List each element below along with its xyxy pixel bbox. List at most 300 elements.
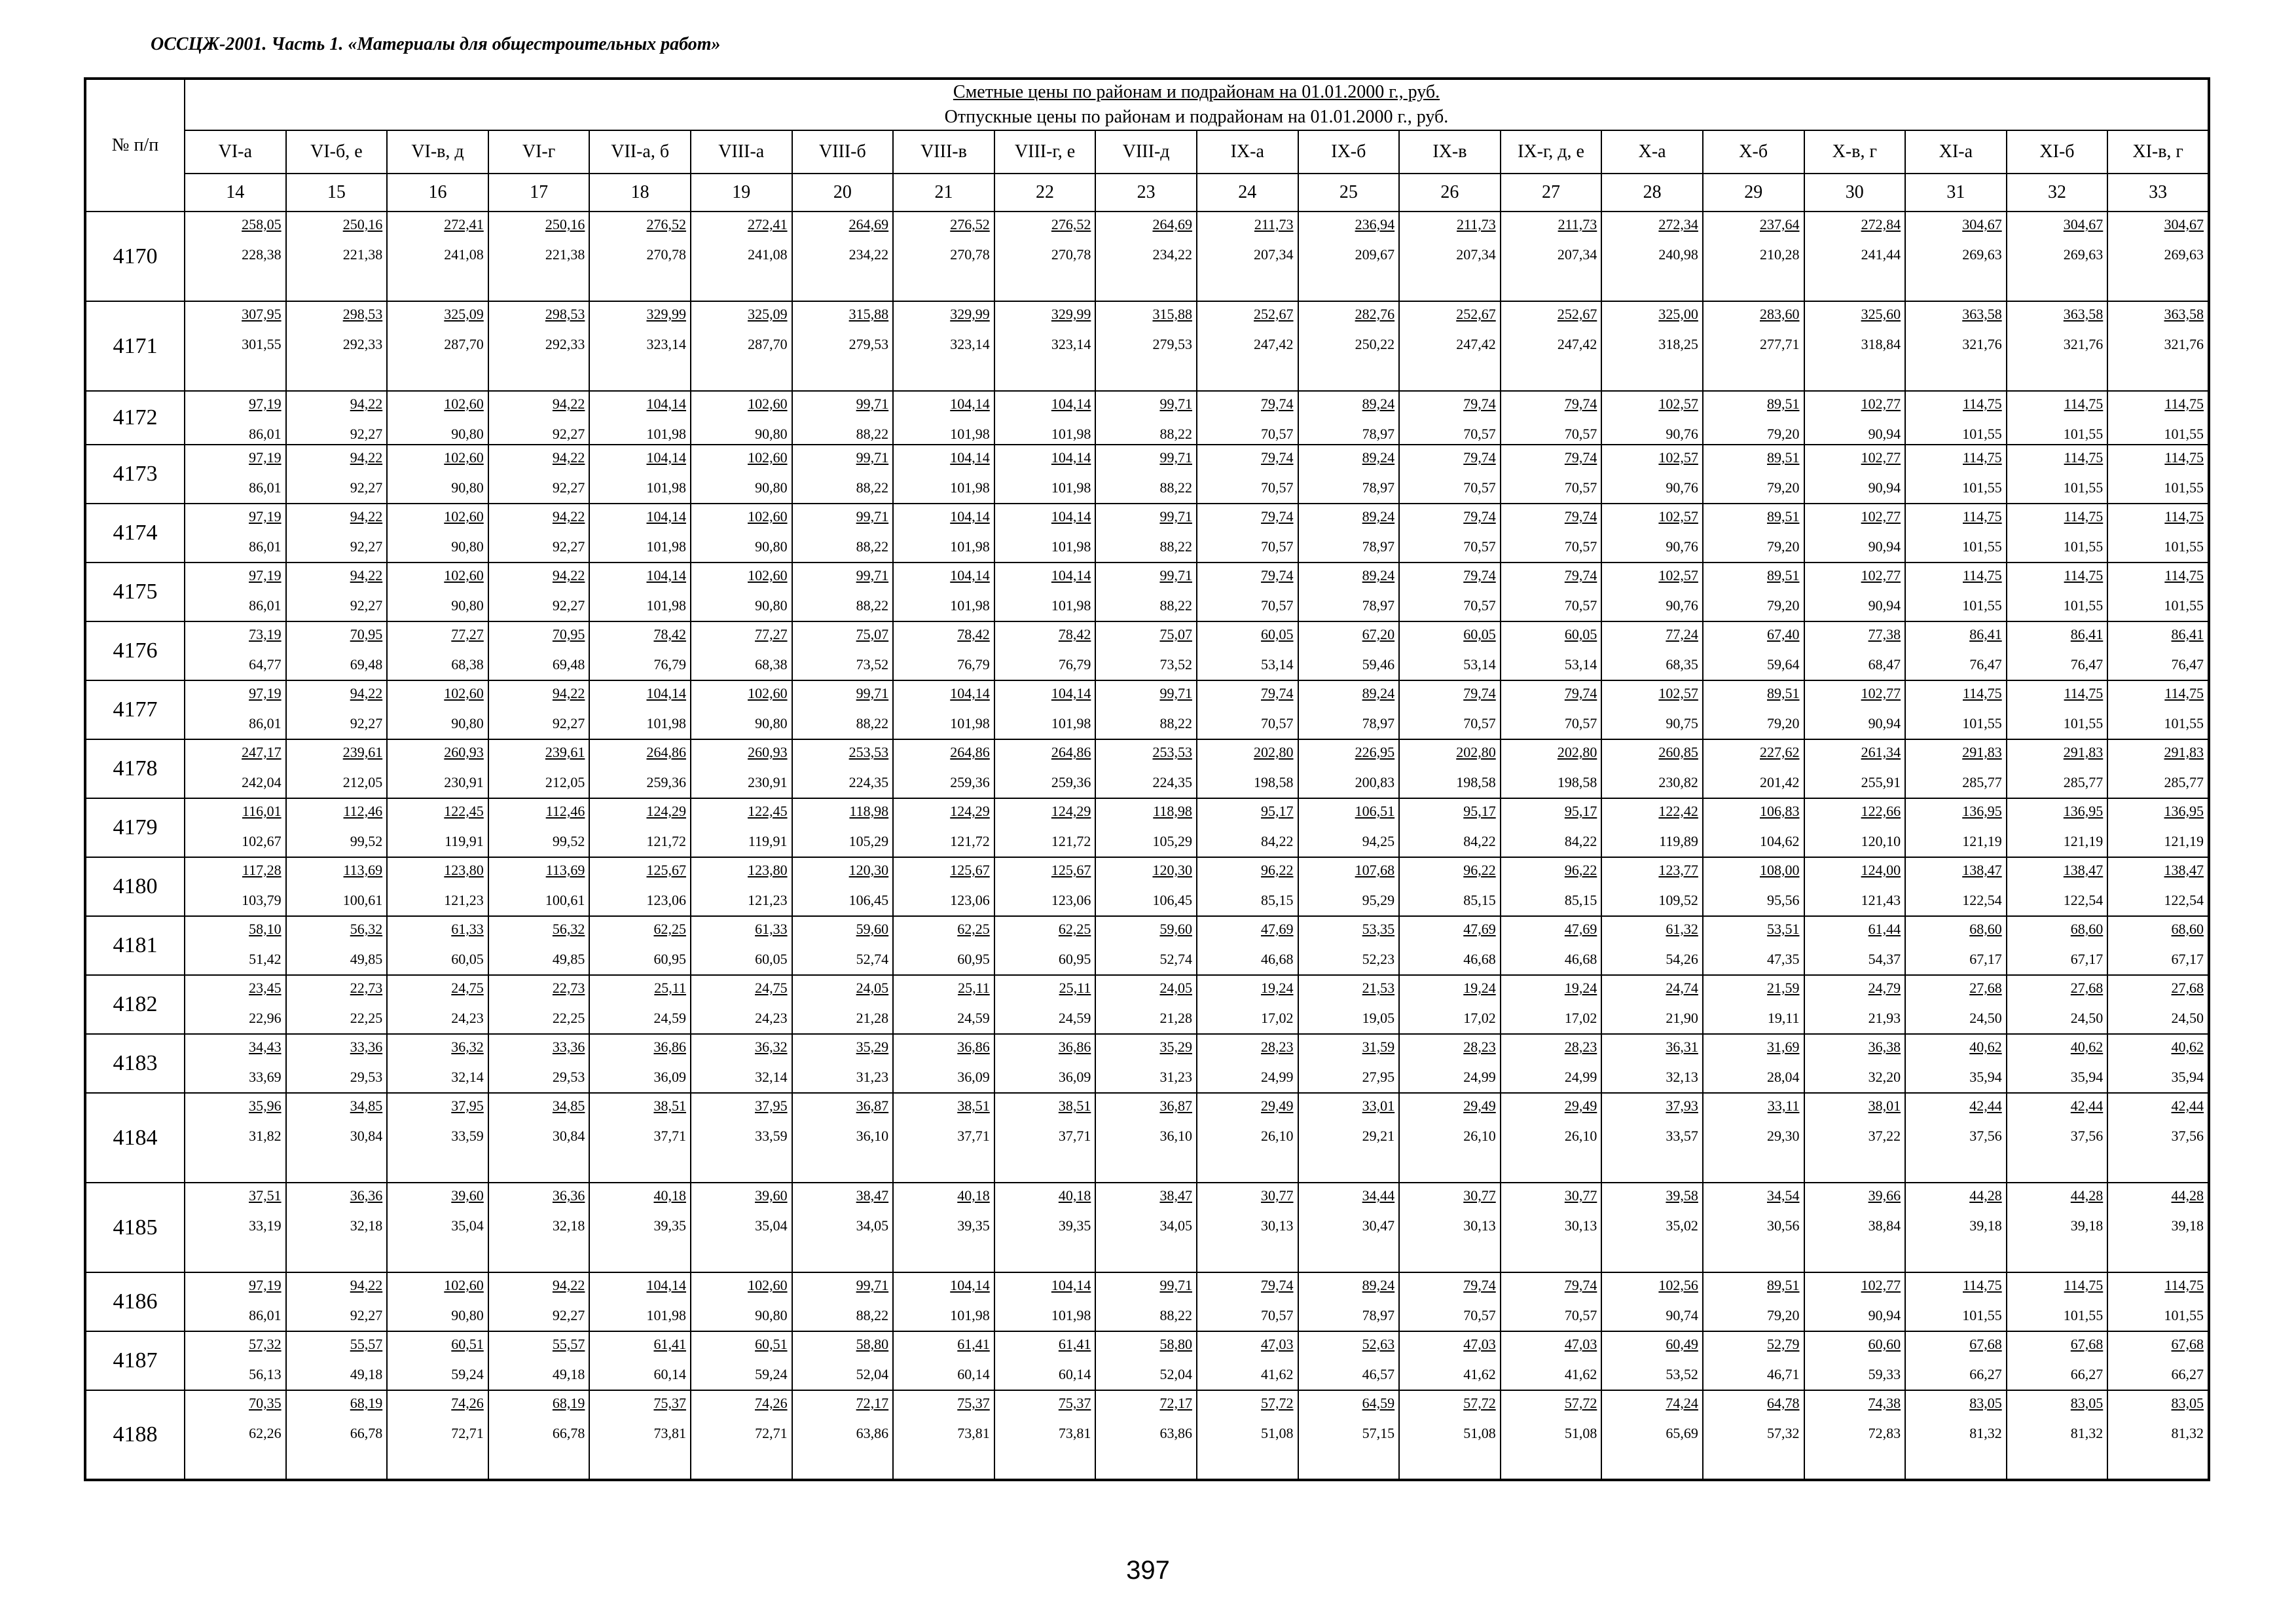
estimated-price: 104,14: [1051, 685, 1091, 701]
estimated-price: 64,59: [1362, 1395, 1395, 1411]
release-price: 36,09: [957, 1069, 990, 1085]
estimated-price: 83,05: [1969, 1395, 2002, 1411]
estimated-price: 42,44: [2171, 1098, 2204, 1114]
price-cell: [994, 504, 1096, 563]
estimated-price: 34,44: [1362, 1187, 1395, 1204]
estimated-price: 44,28: [2171, 1187, 2204, 1204]
release-price: 26,10: [1261, 1128, 1294, 1144]
estimated-price: 250,16: [545, 216, 585, 232]
estimated-price: 75,37: [1058, 1395, 1091, 1411]
estimated-price: 75,07: [856, 626, 889, 642]
release-price: 31,23: [856, 1069, 889, 1085]
price-cell: [1399, 1272, 1501, 1331]
release-price: 109,52: [1658, 892, 1698, 908]
release-price: 224,35: [848, 774, 889, 790]
estimated-price: 31,69: [1767, 1039, 1800, 1055]
price-cell: [2107, 1331, 2209, 1390]
price-cell: [387, 563, 488, 621]
price-cell: [1905, 1390, 2007, 1480]
estimated-price: 89,51: [1767, 567, 1800, 583]
release-price: 259,36: [646, 774, 686, 790]
release-price: 60,14: [957, 1366, 990, 1382]
estimated-price: 272,41: [444, 216, 484, 232]
estimated-price: 25,11: [958, 980, 990, 996]
release-price: 59,24: [755, 1366, 788, 1382]
estimated-price: 22,73: [552, 980, 585, 996]
release-price: 90,80: [451, 1307, 484, 1323]
estimated-price: 94,22: [350, 449, 383, 466]
price-cell: [488, 857, 590, 916]
price-cell: [387, 391, 488, 445]
estimated-price: 27,68: [1969, 980, 2002, 996]
price-cell: [893, 739, 994, 798]
estimated-price: 79,74: [1261, 508, 1294, 525]
estimated-price: 42,44: [1969, 1098, 2002, 1114]
price-cell: [185, 975, 286, 1034]
estimated-price: 61,41: [653, 1336, 686, 1352]
estimated-price: 124,29: [1051, 803, 1091, 819]
release-price: 99,52: [350, 833, 383, 849]
region-header-row: [85, 130, 2209, 174]
estimated-price: 96,22: [1564, 862, 1597, 878]
estimated-price: 94,22: [552, 396, 585, 412]
price-cell: [1804, 621, 1906, 680]
row-number: 4171: [85, 301, 185, 391]
estimated-price: 252,67: [1456, 306, 1496, 322]
release-price: 88,22: [1159, 538, 1192, 555]
estimated-price: 102,57: [1658, 396, 1698, 412]
release-price: 60,95: [653, 951, 686, 967]
release-price: 101,55: [1962, 597, 2002, 614]
estimated-price: 36,31: [1666, 1039, 1698, 1055]
release-price: 88,22: [856, 426, 889, 442]
price-cell: [1601, 621, 1703, 680]
price-cell: [2107, 621, 2209, 680]
estimated-price: 99,71: [856, 567, 889, 583]
price-cell: [1905, 739, 2007, 798]
release-price: 90,76: [1666, 538, 1698, 555]
estimated-price: 38,51: [1058, 1098, 1091, 1114]
price-cell: [387, 1093, 488, 1183]
release-price: 70,57: [1261, 426, 1294, 442]
column-number: 17: [488, 174, 590, 212]
release-price: 39,18: [2070, 1217, 2104, 1234]
price-cell: [185, 857, 286, 916]
estimated-price: 40,62: [2171, 1039, 2204, 1055]
release-price: 88,22: [1159, 715, 1192, 731]
estimated-price: 99,71: [856, 396, 889, 412]
price-cell: [185, 391, 286, 445]
release-price: 78,97: [1362, 538, 1395, 555]
price-cell: [488, 975, 590, 1034]
price-cell: [1804, 1093, 1906, 1183]
estimated-price: 79,74: [1564, 567, 1597, 583]
price-cell: [792, 1183, 894, 1272]
estimated-price: 47,69: [1564, 921, 1597, 937]
estimated-price: 57,72: [1261, 1395, 1294, 1411]
price-cell: [1298, 1390, 1400, 1480]
price-cell: [185, 1390, 286, 1480]
estimated-price: 24,74: [1666, 980, 1698, 996]
estimated-price: 276,52: [1051, 216, 1091, 232]
column-number: 32: [2007, 174, 2108, 212]
release-price: 207,34: [1557, 246, 1597, 263]
column-number: 19: [691, 174, 792, 212]
price-cell: [1601, 1331, 1703, 1390]
estimated-price: 117,28: [242, 862, 282, 878]
estimated-price: 252,67: [1254, 306, 1294, 322]
release-price: 39,18: [1969, 1217, 2002, 1234]
release-price: 90,94: [1868, 479, 1901, 496]
estimated-price: 104,14: [950, 396, 990, 412]
column-number: 29: [1703, 174, 1804, 212]
estimated-price: 114,75: [1963, 1277, 2002, 1293]
estimated-price: 102,77: [1861, 1277, 1901, 1293]
estimated-price: 59,60: [1159, 921, 1192, 937]
price-cell: [691, 739, 792, 798]
price-cell: [1399, 563, 1501, 621]
estimated-price: 79,74: [1463, 1277, 1496, 1293]
estimated-price: 21,53: [1362, 980, 1395, 996]
estimated-price: 118,98: [1153, 803, 1192, 819]
price-cell: [1703, 1272, 1804, 1331]
price-cell: [691, 1093, 792, 1183]
release-price: 101,55: [2063, 597, 2104, 614]
release-price: 92,27: [552, 426, 585, 442]
row-number: 4188: [85, 1390, 185, 1480]
price-cell: [1804, 798, 1906, 857]
row-number: 4179: [85, 798, 185, 857]
estimated-price: 68,60: [1969, 921, 2002, 937]
price-cell: [1501, 857, 1602, 916]
price-cell: [2007, 1331, 2108, 1390]
estimated-price: 72,17: [1159, 1395, 1192, 1411]
release-price: 30,13: [1463, 1217, 1496, 1234]
release-price: 247,42: [1254, 336, 1294, 352]
estimated-price: 67,68: [1969, 1336, 2002, 1352]
estimated-price: 47,03: [1261, 1336, 1294, 1352]
estimated-price: 122,45: [444, 803, 484, 819]
release-price: 41,62: [1564, 1366, 1597, 1382]
release-price: 24,23: [755, 1010, 788, 1026]
column-number: 20: [792, 174, 894, 212]
price-cell: [994, 391, 1096, 445]
estimated-price: 104,14: [646, 508, 686, 525]
release-price: 101,55: [1962, 479, 2002, 496]
estimated-price: 68,60: [2171, 921, 2204, 937]
release-price: 46,57: [1362, 1366, 1395, 1382]
estimated-price: 47,69: [1261, 921, 1294, 937]
estimated-price: 102,56: [1658, 1277, 1698, 1293]
price-cell: [589, 680, 691, 739]
estimated-price: 94,22: [350, 508, 383, 525]
price-cell: [893, 1331, 994, 1390]
estimated-price: 89,51: [1767, 508, 1800, 525]
estimated-price: 276,52: [646, 216, 686, 232]
estimated-price: 64,78: [1767, 1395, 1800, 1411]
estimated-price: 25,11: [654, 980, 686, 996]
price-cell: [589, 916, 691, 975]
price-cell: [1501, 445, 1602, 504]
release-price: 17,02: [1463, 1010, 1496, 1026]
price-cell: [488, 563, 590, 621]
release-price: 21,93: [1868, 1010, 1901, 1026]
release-price: 255,91: [1861, 774, 1901, 790]
price-cell: [589, 798, 691, 857]
estimated-price: 260,85: [1658, 744, 1698, 760]
release-price: 70,57: [1564, 1307, 1597, 1323]
release-price: 32,18: [552, 1217, 585, 1234]
release-price: 33,19: [249, 1217, 282, 1234]
estimated-price: 40,18: [1058, 1187, 1091, 1204]
estimated-price: 138,47: [1962, 862, 2002, 878]
estimated-price: 53,51: [1767, 921, 1800, 937]
estimated-price: 74,26: [451, 1395, 484, 1411]
estimated-price: 363,58: [1962, 306, 2002, 322]
release-price: 105,29: [1152, 833, 1192, 849]
release-price: 88,22: [856, 715, 889, 731]
release-price: 64,77: [249, 656, 282, 673]
row-number: 4181: [85, 916, 185, 975]
release-price: 292,33: [342, 336, 383, 352]
price-cell: [1399, 391, 1501, 445]
table-row: [85, 798, 2209, 857]
release-price: 35,94: [1969, 1069, 2002, 1085]
release-price: 73,52: [1159, 656, 1192, 673]
price-cell: [1095, 621, 1197, 680]
release-price: 53,52: [1666, 1366, 1698, 1382]
release-price: 230,91: [444, 774, 484, 790]
price-title-header: [185, 79, 2209, 130]
region-header: X-а: [1601, 130, 1703, 174]
price-cell: [2007, 857, 2108, 916]
price-cell: [2107, 391, 2209, 445]
price-cell: [2007, 621, 2108, 680]
estimated-price: 114,75: [2064, 567, 2104, 583]
release-price: 26,10: [1463, 1128, 1496, 1144]
estimated-price: 34,85: [350, 1098, 383, 1114]
release-price: 21,90: [1666, 1010, 1698, 1026]
release-price: 92,27: [552, 479, 585, 496]
price-cell: [994, 1390, 1096, 1480]
price-cell: [1703, 975, 1804, 1034]
estimated-price: 36,86: [653, 1039, 686, 1055]
price-cell: [589, 212, 691, 301]
release-price: 46,68: [1463, 951, 1496, 967]
region-header: VI-б, е: [286, 130, 388, 174]
price-cell: [1703, 739, 1804, 798]
release-price: 66,27: [2171, 1366, 2204, 1382]
estimated-price: 89,51: [1767, 449, 1800, 466]
release-price: 31,23: [1159, 1069, 1192, 1085]
price-cell: [1703, 798, 1804, 857]
price-cell: [286, 445, 388, 504]
price-cell: [792, 975, 894, 1034]
release-price: 270,78: [1051, 246, 1091, 263]
release-price: 250,22: [1355, 336, 1395, 352]
price-cell: [185, 563, 286, 621]
release-price: 59,33: [1868, 1366, 1901, 1382]
price-cell: [1197, 1390, 1298, 1480]
estimated-price: 325,09: [444, 306, 484, 322]
price-cell: [1703, 1390, 1804, 1480]
release-price: 54,37: [1868, 951, 1901, 967]
release-price: 66,27: [1969, 1366, 2002, 1382]
release-price: 66,78: [350, 1425, 383, 1441]
estimated-price: 106,51: [1355, 803, 1395, 819]
estimated-price: 94,22: [552, 685, 585, 701]
row-number-header: № п/п: [85, 79, 185, 212]
release-price: 277,71: [1760, 336, 1800, 352]
region-header: IX-в: [1399, 130, 1501, 174]
release-price: 279,53: [1152, 336, 1192, 352]
price-cell: [488, 916, 590, 975]
price-cell: [1703, 857, 1804, 916]
release-price: 36,09: [653, 1069, 686, 1085]
price-cell: [1501, 301, 1602, 391]
release-price: 90,74: [1666, 1307, 1698, 1323]
column-number: 21: [893, 174, 994, 212]
price-cell: [387, 621, 488, 680]
estimated-price: 78,42: [1058, 626, 1091, 642]
price-cell: [1197, 445, 1298, 504]
release-price: 228,38: [242, 246, 282, 263]
price-cell: [1197, 1183, 1298, 1272]
estimated-price: 264,69: [1152, 216, 1192, 232]
estimated-price: 79,74: [1463, 508, 1496, 525]
estimated-price: 97,19: [249, 396, 282, 412]
price-cell: [1399, 857, 1501, 916]
row-number: 4182: [85, 975, 185, 1034]
price-cell: [1601, 680, 1703, 739]
table-row: [85, 1183, 2209, 1272]
release-price: 101,55: [2164, 597, 2204, 614]
price-cell: [792, 916, 894, 975]
release-price: 101,98: [950, 1307, 990, 1323]
price-cell: [185, 504, 286, 563]
estimated-price: 253,53: [1152, 744, 1192, 760]
price-cell: [691, 1034, 792, 1093]
table-row: [85, 739, 2209, 798]
estimated-price: 24,05: [1159, 980, 1192, 996]
release-price: 242,04: [242, 774, 282, 790]
release-price: 36,09: [1058, 1069, 1091, 1085]
price-cell: [185, 1331, 286, 1390]
price-cell: [1703, 391, 1804, 445]
estimated-price: 94,22: [552, 449, 585, 466]
estimated-price: 102,60: [444, 396, 484, 412]
estimated-price: 138,47: [2164, 862, 2204, 878]
estimated-price: 75,37: [957, 1395, 990, 1411]
price-cell: [691, 857, 792, 916]
release-price: 70,57: [1463, 426, 1496, 442]
price-cell: [893, 798, 994, 857]
price-cell: [488, 212, 590, 301]
release-price: 101,98: [950, 479, 990, 496]
estimated-price: 36,86: [957, 1039, 990, 1055]
release-price: 29,21: [1362, 1128, 1395, 1144]
region-header: IX-а: [1197, 130, 1298, 174]
price-cell: [2107, 1093, 2209, 1183]
release-price: 29,30: [1767, 1128, 1800, 1144]
estimated-price: 97,19: [249, 567, 282, 583]
release-price: 321,76: [2164, 336, 2204, 352]
estimated-price: 291,83: [2063, 744, 2104, 760]
release-price: 269,63: [2063, 246, 2104, 263]
price-cell: [1601, 916, 1703, 975]
release-price: 287,70: [748, 336, 788, 352]
price-cell: [1601, 301, 1703, 391]
release-price: 119,91: [748, 833, 788, 849]
estimated-price: 114,75: [2164, 396, 2204, 412]
estimated-price: 61,41: [957, 1336, 990, 1352]
estimated-price: 102,60: [748, 508, 788, 525]
price-cell: [1905, 1183, 2007, 1272]
price-cell: [488, 391, 590, 445]
release-price: 37,56: [2171, 1128, 2204, 1144]
release-price: 70,57: [1261, 597, 1294, 614]
estimated-price: 125,67: [1051, 862, 1091, 878]
release-price: 101,55: [2063, 715, 2104, 731]
price-cell: [1601, 445, 1703, 504]
price-cell: [286, 621, 388, 680]
price-cell: [1298, 1183, 1400, 1272]
estimated-price: 102,60: [748, 567, 788, 583]
estimated-price: 104,14: [950, 567, 990, 583]
price-cell: [1399, 739, 1501, 798]
price-cell: [2007, 504, 2108, 563]
release-price: 73,81: [957, 1425, 990, 1441]
estimated-price: 118,98: [849, 803, 889, 819]
estimated-price: 79,74: [1463, 567, 1496, 583]
price-cell: [387, 212, 488, 301]
estimated-price: 39,60: [451, 1187, 484, 1204]
estimated-price: 138,47: [2063, 862, 2104, 878]
price-cell: [286, 504, 388, 563]
estimated-price: 28,23: [1261, 1039, 1294, 1055]
release-price: 279,53: [848, 336, 889, 352]
release-price: 52,74: [856, 951, 889, 967]
column-number: 25: [1298, 174, 1400, 212]
release-price: 121,23: [444, 892, 484, 908]
price-cell: [2107, 1272, 2209, 1331]
price-cell: [589, 1331, 691, 1390]
price-cell: [1095, 916, 1197, 975]
price-cell: [2007, 563, 2108, 621]
estimated-price: 36,36: [552, 1187, 585, 1204]
estimated-price: 239,61: [342, 744, 383, 760]
estimated-price: 74,24: [1666, 1395, 1698, 1411]
price-cell: [893, 212, 994, 301]
estimated-price: 19,24: [1463, 980, 1496, 996]
price-cell: [1197, 301, 1298, 391]
release-price: 234,22: [1152, 246, 1192, 263]
estimated-price: 94,22: [350, 1277, 383, 1293]
estimated-price: 77,38: [1868, 626, 1901, 642]
estimated-price: 89,51: [1767, 1277, 1800, 1293]
price-cell: [286, 1272, 388, 1331]
release-price: 30,56: [1767, 1217, 1800, 1234]
estimated-price: 104,14: [646, 396, 686, 412]
release-price: 67,17: [1969, 951, 2002, 967]
price-cell: [1905, 1034, 2007, 1093]
price-cell: [1703, 504, 1804, 563]
release-price: 39,35: [1058, 1217, 1091, 1234]
price-cell: [185, 301, 286, 391]
estimated-price: 39,60: [755, 1187, 788, 1204]
estimated-price: 272,84: [1861, 216, 1901, 232]
estimated-price: 112,46: [343, 803, 383, 819]
